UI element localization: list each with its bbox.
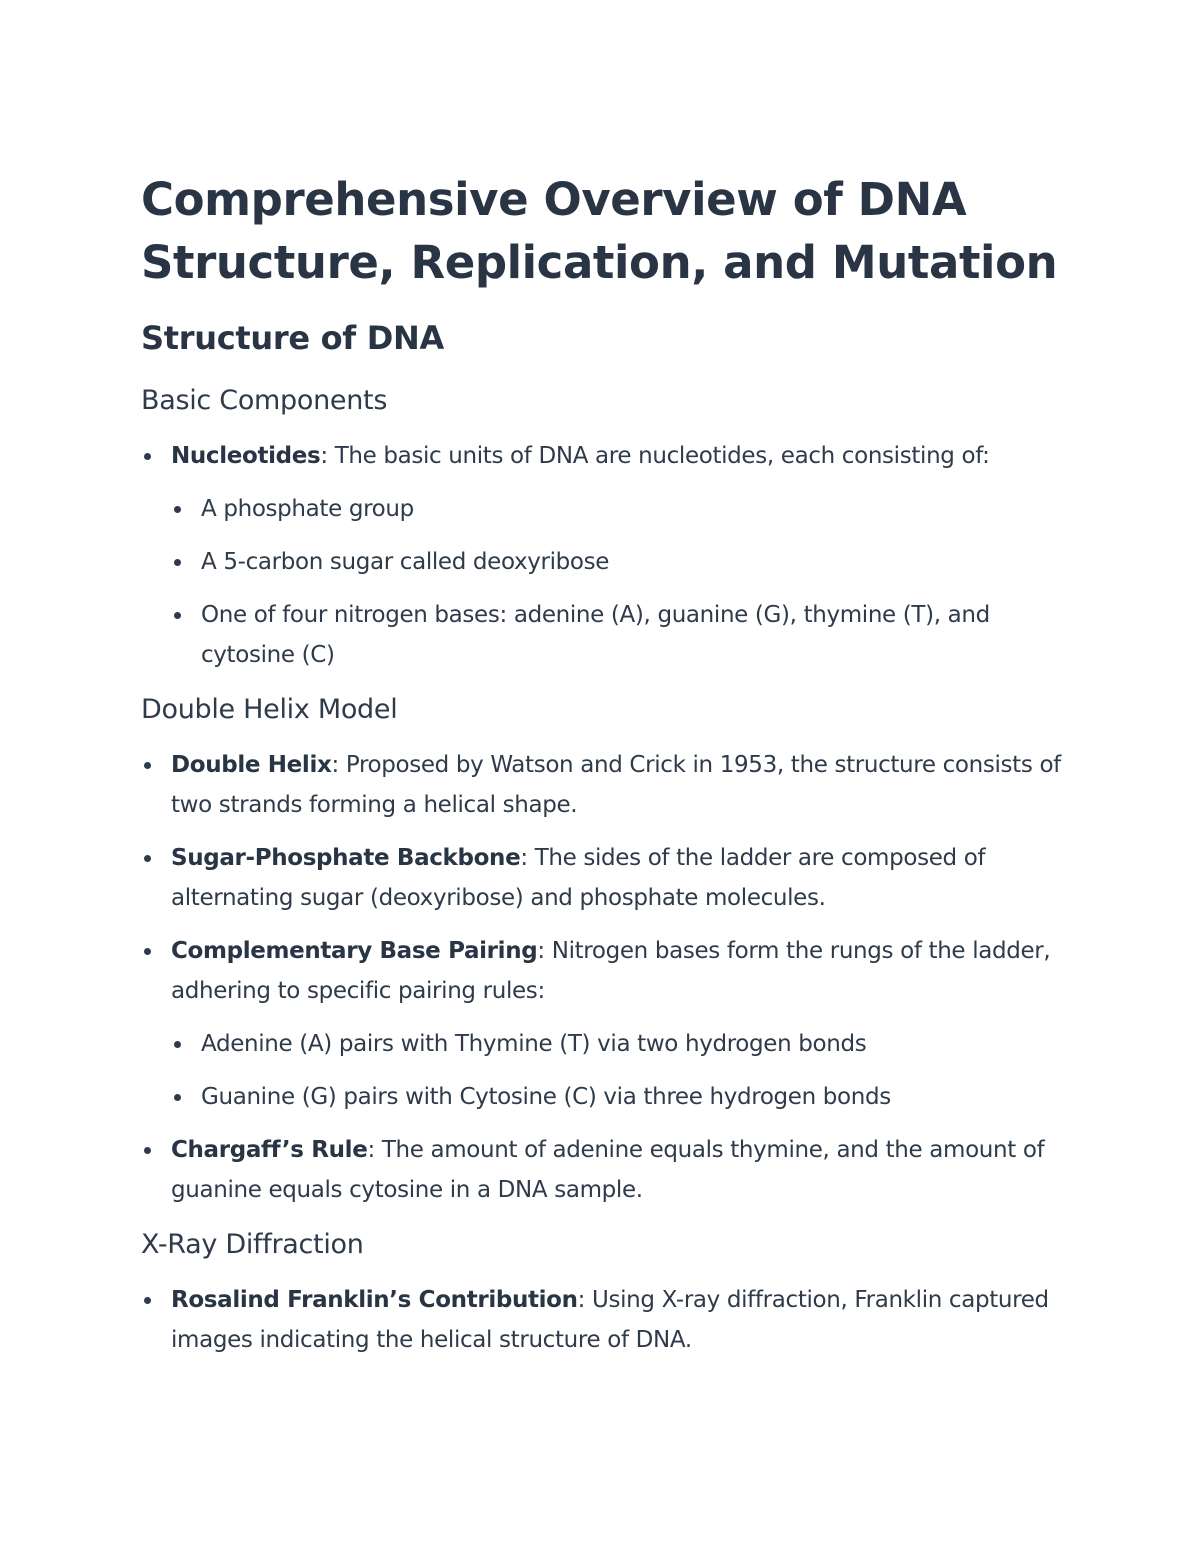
nested-list-item — [171, 542, 1071, 582]
bullet-icon — [144, 948, 151, 955]
item-text: : Proposed by Watson and Crick in 1953, the structure consists of two strands forming a helical shape. — [171, 752, 1061, 818]
bullet-icon — [174, 1041, 181, 1048]
subsection-heading-double-helix-model: Double Helix Model — [141, 694, 398, 725]
bullet-icon — [144, 1147, 151, 1154]
section-heading: Structure of DNA — [141, 319, 444, 357]
bullet-icon — [174, 506, 181, 513]
nested-item-text: One of four nitrogen bases: adenine (A), guanine (G), thymine (T), and cytosine (C) — [201, 602, 990, 668]
list-item — [141, 436, 1071, 675]
nested-list-item — [171, 595, 1071, 675]
item-term: Double Helix — [171, 752, 332, 778]
nested-list — [171, 1024, 1071, 1117]
list-item — [141, 931, 1071, 1117]
nested-item-text: A phosphate group — [201, 496, 414, 522]
basic-components-list — [141, 436, 1071, 675]
item-term: Chargaff’s Rule — [171, 1137, 368, 1163]
bullet-icon — [144, 1297, 151, 1304]
subsection-heading-x-ray-diffraction: X-Ray Diffraction — [141, 1229, 364, 1260]
document-page — [141, 168, 1071, 1373]
document-title: Comprehensive Overview of DNA Structure, Replication, and Mutation — [141, 173, 1058, 289]
nested-item-text: Adenine (A) pairs with Thymine (T) via two hydrogen bonds — [201, 1031, 867, 1057]
item-text: : Nitrogen bases form the rungs of the ladder, adhering to specific pairing rules: — [171, 938, 1051, 1004]
nested-item-text: A 5-carbon sugar called deoxyribose — [201, 549, 610, 575]
bullet-icon — [144, 762, 151, 769]
bullet-icon — [144, 453, 151, 460]
item-text: : The sides of the ladder are composed of alternating sugar (deoxyribose) and phosphate molecules. — [171, 845, 986, 911]
item-term: Complementary Base Pairing — [171, 938, 538, 964]
list-item — [141, 745, 1071, 825]
nested-list-item — [171, 1024, 1071, 1064]
item-term: Rosalind Franklin’s Contribution — [171, 1287, 578, 1313]
bullet-icon — [174, 559, 181, 566]
list-item — [141, 1130, 1071, 1210]
bullet-icon — [174, 612, 181, 619]
item-text: : The amount of adenine equals thymine, and the amount of guanine equals cytosine in a DNA sample. — [171, 1137, 1045, 1203]
nested-list — [171, 489, 1071, 675]
item-term: Sugar-Phosphate Backbone — [171, 845, 521, 871]
nested-list-item — [171, 1077, 1071, 1117]
bullet-icon — [174, 1094, 181, 1101]
list-item — [141, 1280, 1071, 1360]
item-text: : Using X-ray diffraction, Franklin captured images indicating the helical structure of DNA. — [171, 1287, 1049, 1353]
nested-list-item — [171, 489, 1071, 529]
list-item — [141, 838, 1071, 918]
bullet-icon — [144, 855, 151, 862]
x-ray-list — [141, 1280, 1071, 1360]
item-text: : The basic units of DNA are nucleotides, each consisting of: — [320, 443, 990, 469]
nested-item-text: Guanine (G) pairs with Cytosine (C) via three hydrogen bonds — [201, 1084, 891, 1110]
item-term: Nucleotides — [171, 443, 321, 469]
subsection-heading-basic-components: Basic Components — [141, 385, 388, 416]
double-helix-list — [141, 745, 1071, 1210]
